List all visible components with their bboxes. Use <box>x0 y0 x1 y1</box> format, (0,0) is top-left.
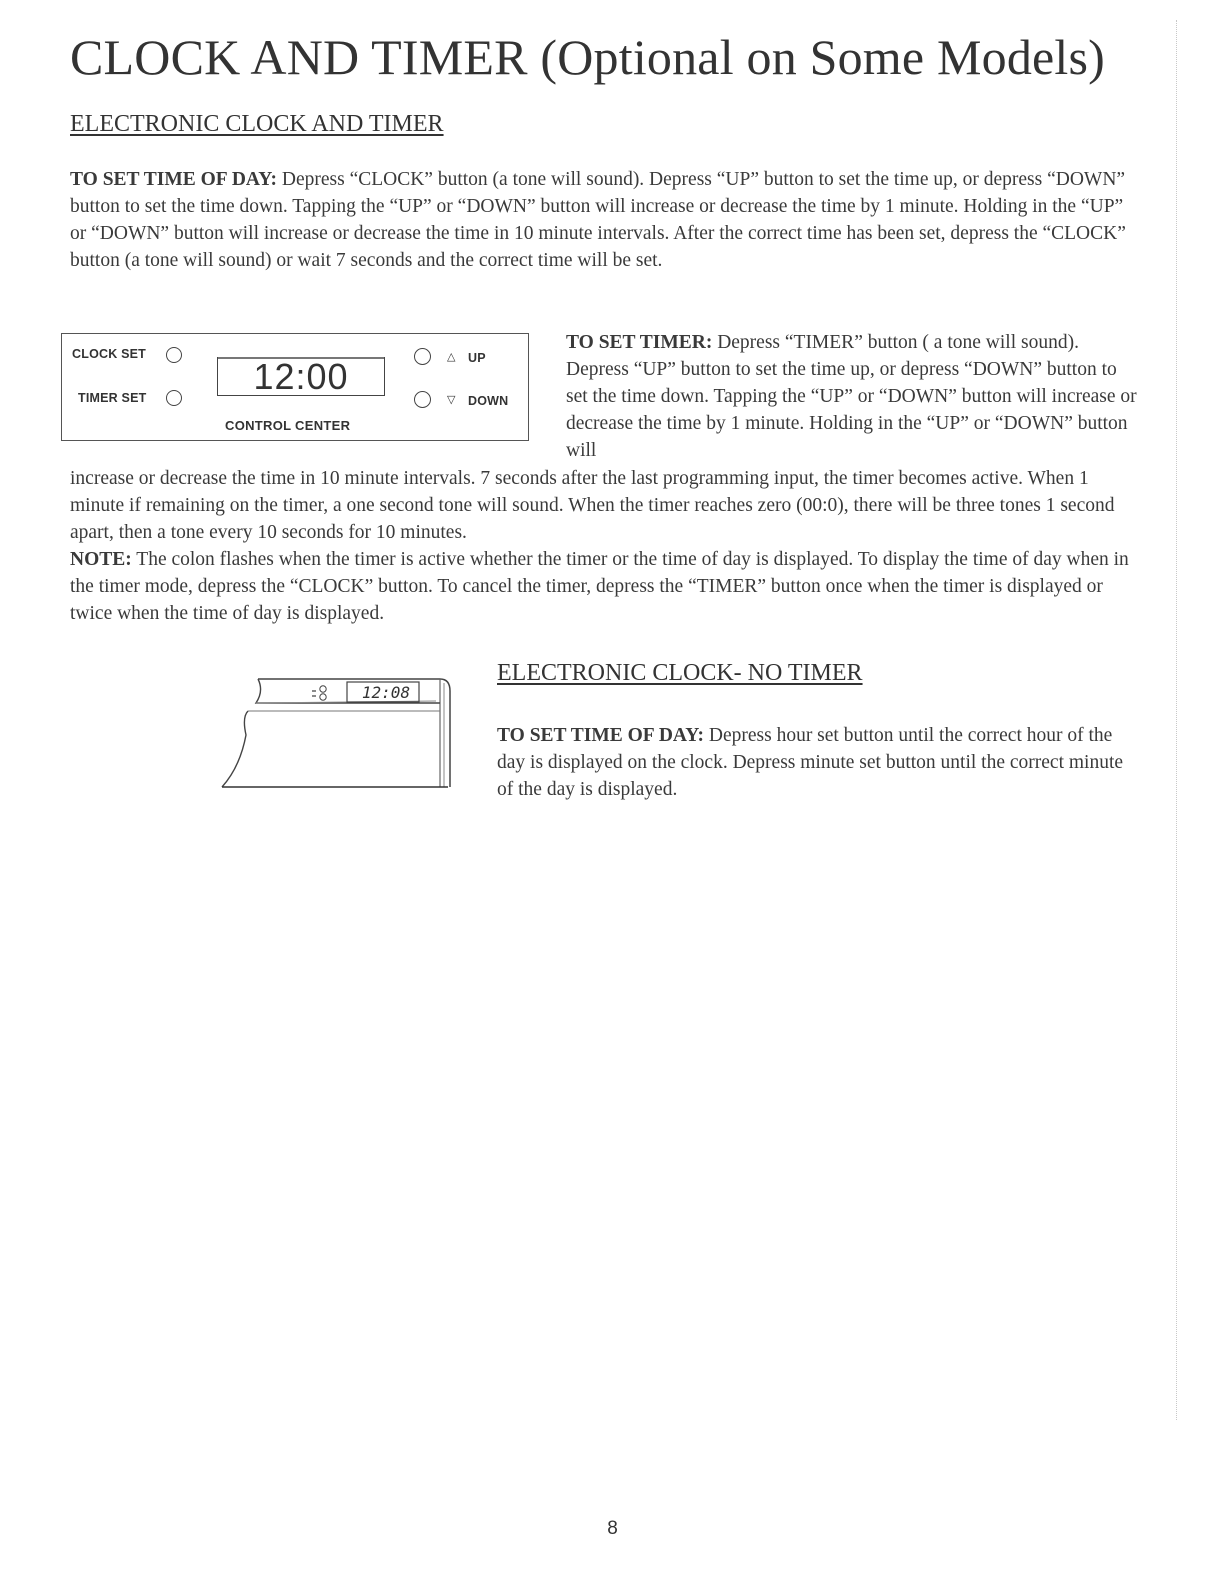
set-timer-body-top: Depress “TIMER” button ( a tone will sound). Depress “UP” button to set the time up, or depress “DOWN” button to set the time down. Tapping the “UP” or “DOWN” button will increase or decrease the time by 1 minute. Holding in the “UP” or “DOWN” button will <box>566 332 1137 461</box>
mini-clock-display-value: 12:08 <box>361 683 411 702</box>
note-body: The colon flashes when the timer is active whether the timer or the time of day is displayed. To display the time of day when in the timer mode, depress the “CLOCK” button. To cancel the timer, depress the “TIMER” button once when the timer is displayed or twice when the time of day is displayed. <box>70 549 1129 624</box>
down-label: DOWN <box>468 394 509 408</box>
set-timer-continued-paragraph <box>70 465 1145 627</box>
set-time-lead: TO SET TIME OF DAY: <box>70 169 277 190</box>
down-arrow-icon: ▽ <box>447 394 456 406</box>
control-center-panel <box>61 333 529 441</box>
down-button-icon <box>414 391 431 408</box>
no-timer-set-time-paragraph <box>497 722 1127 803</box>
set-timer-paragraph <box>566 329 1138 464</box>
note-lead: NOTE: <box>70 549 132 570</box>
timer-set-label: TIMER SET <box>78 391 147 405</box>
clock-set-button-icon <box>166 347 182 363</box>
clock-set-label: CLOCK SET <box>72 347 147 361</box>
set-timer-body-rest: increase or decrease the time in 10 minute intervals. 7 seconds after the last programming input, the timer becomes active. When 1 minute if remaining on the timer, a one second tone will sound. When the timer reaches zero (00:0), there will be three tones 1 second apart, then a tone every 10 seconds for 10 minutes. <box>70 468 1115 543</box>
no-timer-set-time-lead: TO SET TIME OF DAY: <box>497 725 704 746</box>
section-heading-clock-no-timer: ELECTRONIC CLOCK- NO TIMER <box>497 660 863 686</box>
set-time-body: Depress “CLOCK” button (a tone will sound). Depress “UP” button to set the time up, or depress “DOWN” button to set the time down. Tapping the “UP” or “DOWN” button will increase or decrease the time by 1 minute. Holding in the “UP” or “DOWN” button will increase or decrease the time in 10 minute intervals. After the correct time has been set, depress the “CLOCK” button (a tone will sound) or wait 7 seconds and the correct time will be set. <box>70 169 1126 271</box>
page-number: 8 <box>607 1518 618 1539</box>
time-display <box>217 357 385 396</box>
scan-edge-line <box>1176 20 1178 1420</box>
control-center-label: CONTROL CENTER <box>225 418 351 433</box>
page-title: CLOCK AND TIMER (Optional on Some Models) <box>70 29 1106 85</box>
up-arrow-icon: △ <box>447 351 456 363</box>
timer-set-button-icon <box>166 390 182 406</box>
up-label: UP <box>468 351 486 365</box>
section-heading-clock-and-timer: ELECTRONIC CLOCK AND TIMER <box>70 111 444 137</box>
no-timer-set-time-body: Depress hour set button until the correct hour of the day is displayed on the clock. Depress minute set button until the correct minute of the day is displayed. <box>497 725 1124 800</box>
set-timer-lead: TO SET TIMER: <box>566 332 713 353</box>
set-time-of-day-paragraph <box>70 166 1140 274</box>
time-display-value: 12:00 <box>253 356 349 397</box>
up-button-icon <box>414 348 431 365</box>
